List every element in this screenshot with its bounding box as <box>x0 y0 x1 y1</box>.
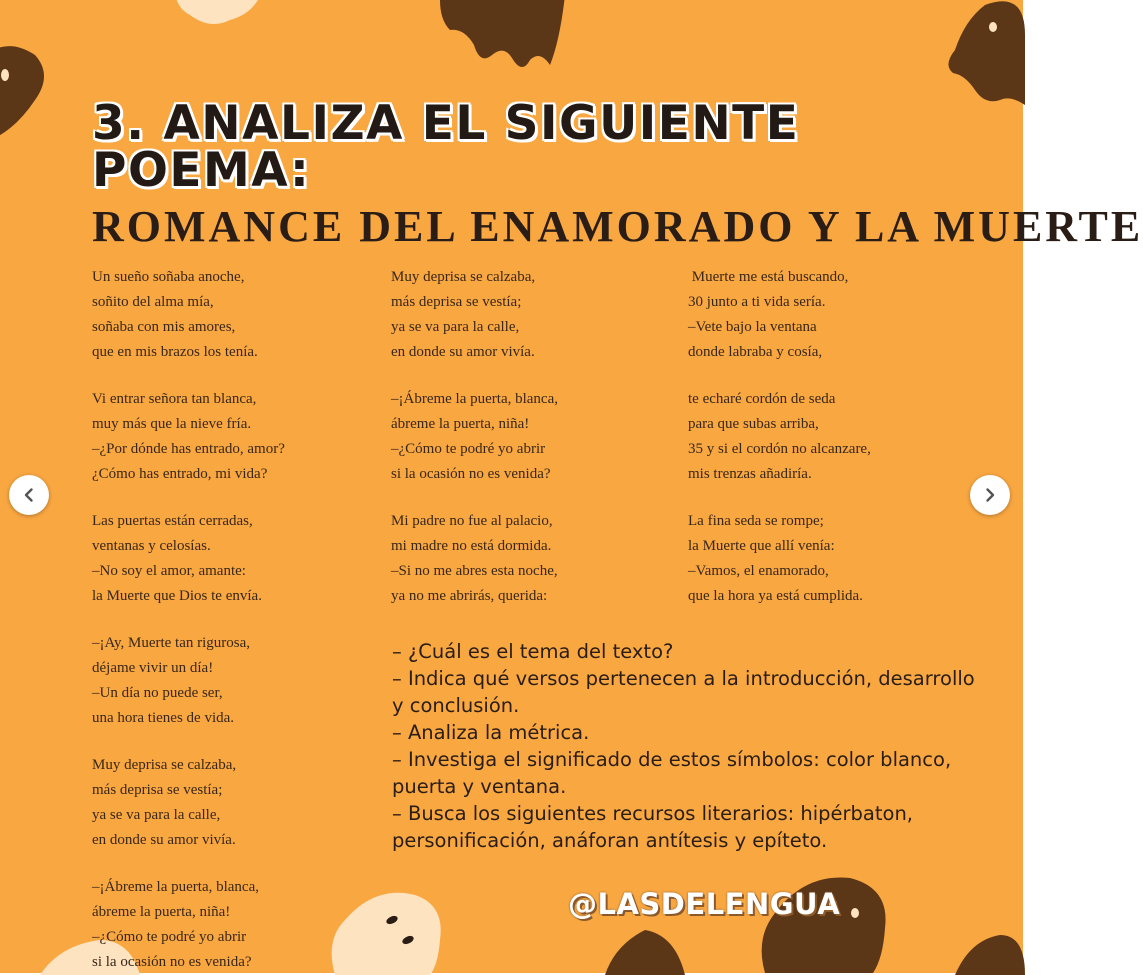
poem-column-2 <box>391 265 558 609</box>
poem-column-3 <box>688 265 871 609</box>
previous-slide-button[interactable] <box>9 475 49 515</box>
poem-line: Muerte me está buscando, <box>688 269 849 285</box>
stanza <box>391 265 558 365</box>
stanza <box>92 387 285 487</box>
slide-heading: 3. ANALIZA EL SIGUIENTE POEMA: <box>92 96 800 198</box>
question-item: – ¿Cuál es el tema del texto? <box>392 640 674 663</box>
poem-line: Las puertas están cerradas, <box>92 513 253 529</box>
poem-line: ábreme la puerta, niña! <box>391 416 530 432</box>
poem-column-1 <box>92 265 285 975</box>
account-handle: @LASDELENGUA <box>568 887 841 921</box>
poem-line: mis trenzas añadiría. <box>688 466 812 482</box>
poem-line: en donde su amor vivía. <box>391 344 535 360</box>
question-item: – Analiza la métrica. <box>392 721 590 744</box>
poem-line: para que subas arriba, <box>688 416 819 432</box>
poem-line: si la ocasión no es venida? <box>391 466 551 482</box>
question-item: – Busca los siguientes recursos literarios: hipérbaton, <box>392 802 914 825</box>
poem-line: Vi entrar señora tan blanca, <box>92 391 257 407</box>
poem-line: ¿Cómo has entrado, mi vida? <box>92 466 268 482</box>
poem-line: Mi padre no fue al palacio, <box>391 513 553 529</box>
poem-line: –¡Ábreme la puerta, blanca, <box>391 391 558 407</box>
question-item: – Investiga el significado de estos símbolos: color blanco, <box>392 748 952 771</box>
question-item: – Indica qué versos pertenecen a la introducción, desarrollo <box>392 667 975 690</box>
stanza <box>688 265 871 365</box>
stanza <box>391 509 558 609</box>
poem-line: soñaba con mis amores, <box>92 319 236 335</box>
ghost-dark-bottom-small-icon <box>605 925 685 975</box>
poem-line: –¿Por dónde has entrado, amor? <box>92 441 285 457</box>
stanza <box>92 875 285 975</box>
ghost-light-bottom-icon <box>320 880 450 975</box>
poem-line: La fina seda se rompe; <box>688 513 824 529</box>
stanza <box>688 387 871 487</box>
poem-line: te echaré cordón de seda <box>688 391 836 407</box>
poem-line: una hora tienes de vida. <box>92 710 235 726</box>
poem-line: ya se va para la calle, <box>391 319 520 335</box>
poem-line: 30 junto a ti vida sería. <box>688 294 826 310</box>
poem-line: soñito del alma mía, <box>92 294 214 310</box>
poem-line: si la ocasión no es venida? <box>92 954 252 970</box>
poem-line: en donde su amor vivía. <box>92 832 236 848</box>
poem-line: mi madre no está dormida. <box>391 538 552 554</box>
poem-line: Muy deprisa se calzaba, <box>391 269 536 285</box>
stanza <box>92 509 285 609</box>
stanza <box>391 387 558 487</box>
poem-line: 35 y si el cordón no alcanzare, <box>688 441 871 457</box>
poem-line: –¡Ábreme la puerta, blanca, <box>92 879 259 895</box>
poem-line: más deprisa se vestía; <box>92 782 223 798</box>
poem-line: –¿Cómo te podré yo abrir <box>92 929 247 945</box>
poem-line: ventanas y celosías. <box>92 538 211 554</box>
poem-line: ábreme la puerta, niña! <box>92 904 231 920</box>
poem-line: Un sueño soñaba anoche, <box>92 269 245 285</box>
poem-line: Muy deprisa se calzaba, <box>92 757 237 773</box>
poem-line: –¡Ay, Muerte tan rigurosa, <box>92 635 251 651</box>
ghost-dark-bottomright-icon <box>955 930 1025 975</box>
poem-line: que la hora ya está cumplida. <box>688 588 863 604</box>
poem-line: –Un día no puede ser, <box>92 685 223 701</box>
questions-list <box>392 638 992 854</box>
stanza <box>92 631 285 731</box>
poem-line: ya se va para la calle, <box>92 807 221 823</box>
stanza <box>92 753 285 853</box>
poem-line: la Muerte que Dios te envía. <box>92 588 262 604</box>
next-slide-button[interactable] <box>970 475 1010 515</box>
poem-line: –Vete bajo la ventana <box>688 319 817 335</box>
poem-line: –Si no me abres esta noche, <box>391 563 558 579</box>
question-item: puerta y ventana. <box>392 775 567 798</box>
poem-line: muy más que la nieve fría. <box>92 416 252 432</box>
poem-line: ya no me abrirás, querida: <box>391 588 548 604</box>
poem-line: donde labraba y cosía, <box>688 344 823 360</box>
poem-line: –No soy el amor, amante: <box>92 563 246 579</box>
poem-line: déjame vivir un día! <box>92 660 214 676</box>
poem-line: la Muerte que allí venía: <box>688 538 835 554</box>
ghost-light-top-icon <box>170 0 270 30</box>
stanza <box>688 509 871 609</box>
chevron-left-icon <box>21 487 37 503</box>
poem-line: que en mis brazos los tenía. <box>92 344 258 360</box>
ghost-dark-left-icon <box>0 40 50 140</box>
poem-line: –¿Cómo te podré yo abrir <box>391 441 546 457</box>
question-item: personificación, anáforan antítesis y epíteto. <box>392 829 828 852</box>
stanza <box>92 265 285 365</box>
ghost-dark-top-icon <box>440 0 570 80</box>
ghost-dark-topright-icon <box>945 0 1025 115</box>
poem-line: más deprisa se vestía; <box>391 294 522 310</box>
question-item: y conclusión. <box>392 694 520 717</box>
poem-line: –Vamos, el enamorado, <box>688 563 829 579</box>
chevron-right-icon <box>982 487 998 503</box>
poem-title: ROMANCE DEL ENAMORADO Y LA MUERTE <box>92 202 1143 251</box>
